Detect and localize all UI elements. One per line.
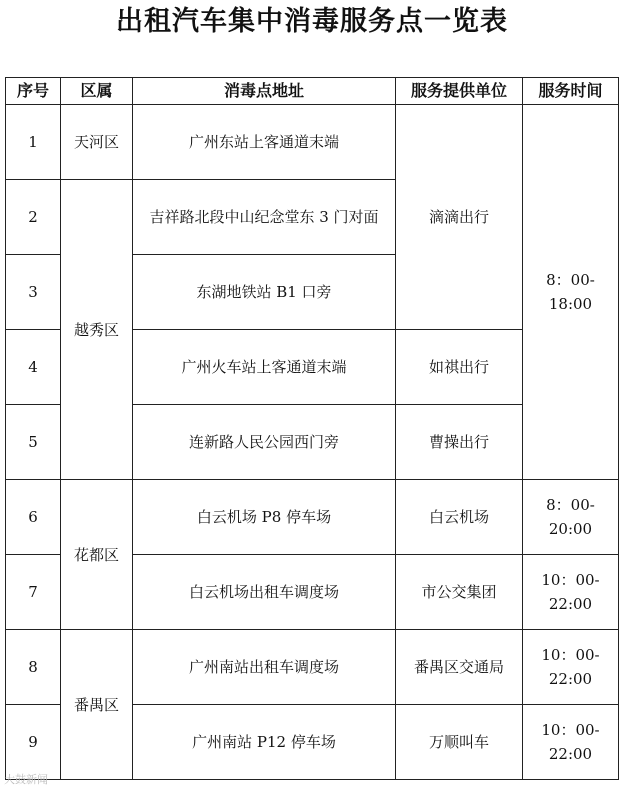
table-row [6,105,619,180]
row-number: 3 [6,255,61,330]
district-cell: 花都区 [61,480,133,630]
district-cell: 天河区 [61,105,133,180]
row-number: 7 [6,555,61,630]
provider-cell: 万顺叫车 [396,705,523,780]
hours-cell: 10：00-22:00 [523,705,619,780]
address-cell: 连新路人民公园西门旁 [133,405,396,480]
hours-cell: 8：00-20:00 [523,480,619,555]
row-number: 8 [6,630,61,705]
row-number: 6 [6,480,61,555]
address-cell: 白云机场 P8 停车场 [133,480,396,555]
provider-cell: 滴滴出行 [396,105,523,330]
header-district: 区属 [61,78,133,105]
provider-cell: 白云机场 [396,480,523,555]
hours-cell: 10：00-22:00 [523,630,619,705]
provider-cell: 番禺区交通局 [396,630,523,705]
district-cell: 越秀区 [61,180,133,480]
header-address: 消毒点地址 [133,78,396,105]
address-cell: 广州南站 P12 停车场 [133,705,396,780]
header-provider: 服务提供单位 [396,78,523,105]
hours-cell: 10：00-22:00 [523,555,619,630]
table-row [6,480,619,555]
header-no: 序号 [6,78,61,105]
row-number: 9 [6,705,61,780]
district-cell: 番禺区 [61,630,133,780]
address-cell: 东湖地铁站 B1 口旁 [133,255,396,330]
address-cell: 广州火车站上客通道末端 [133,330,396,405]
address-cell: 吉祥路北段中山纪念堂东 3 门对面 [133,180,396,255]
provider-cell: 如祺出行 [396,330,523,405]
address-cell: 白云机场出租车调度场 [133,555,396,630]
row-number: 2 [6,180,61,255]
address-cell: 广州东站上客通道末端 [133,105,396,180]
table-row [6,630,619,705]
header-hours: 服务时间 [523,78,619,105]
row-number: 5 [6,405,61,480]
disinfection-points-table [5,77,619,780]
table-header-row [6,78,619,105]
row-number: 4 [6,330,61,405]
address-cell: 广州南站出租车调度场 [133,630,396,705]
provider-cell: 市公交集团 [396,555,523,630]
row-number: 1 [6,105,61,180]
provider-cell: 曹操出行 [396,405,523,480]
watermark: 大鼓新闻 [4,773,48,786]
page-title: 出租汽车集中消毒服务点一览表 [116,6,508,37]
hours-cell: 8：00-18:00 [523,105,619,480]
